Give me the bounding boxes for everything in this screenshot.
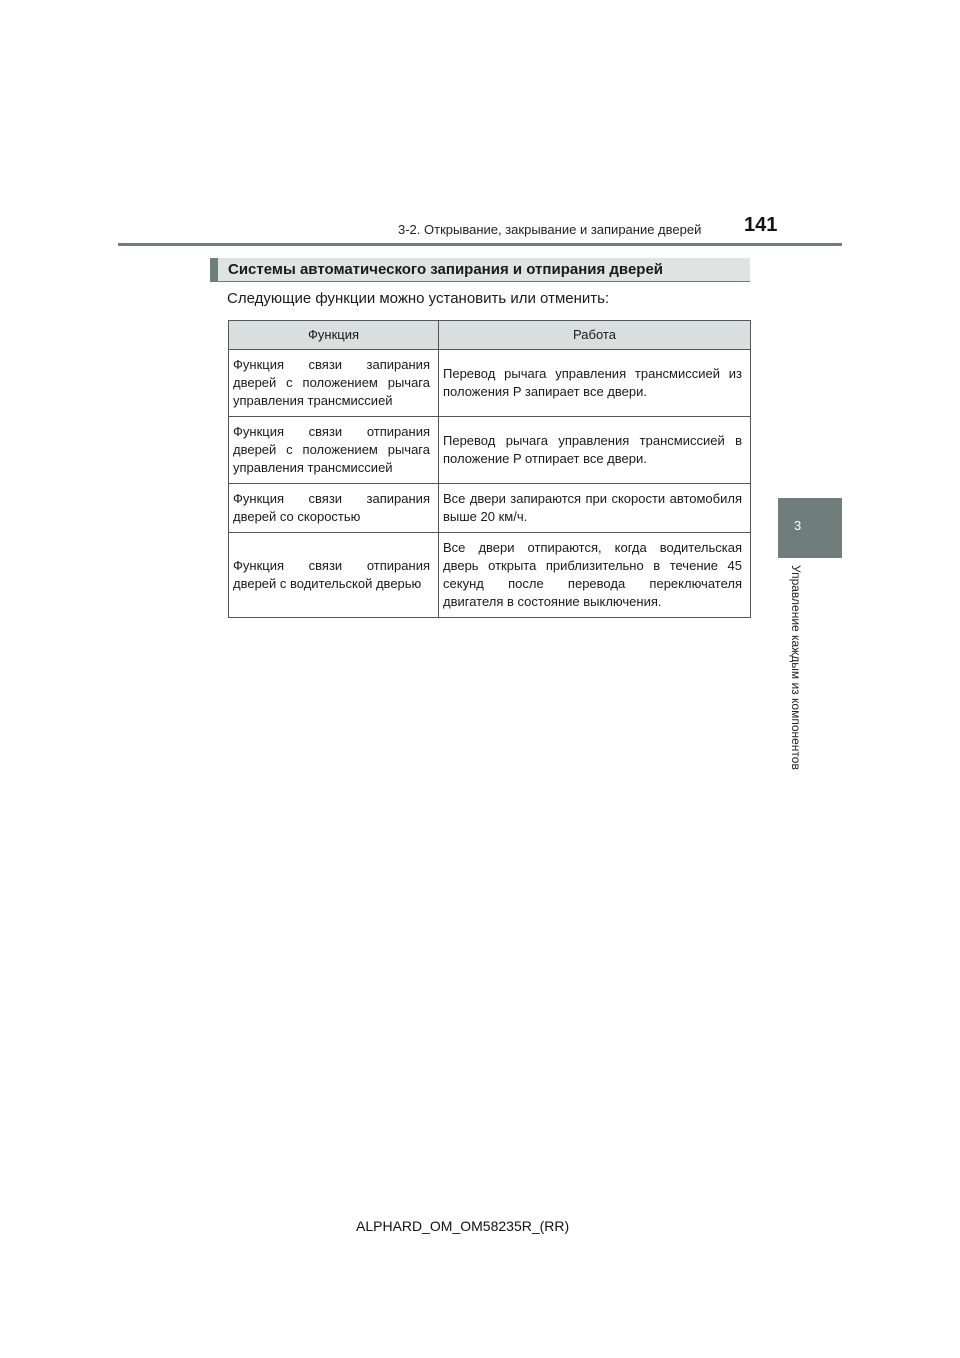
- operation-cell: Перевод рычага управления трансмиссией в положение P отпирает все двери.: [439, 417, 751, 484]
- function-cell: Функция связи отпирания дверей с положением рычага управления трансмиссией: [229, 417, 439, 484]
- operation-cell: Перевод рычага управления трансмиссией из положения P запирает все двери.: [439, 350, 751, 417]
- operation-cell: Все двери отпираются, когда водительская дверь открыта приблизительно в течение 45 секунд после перевода переключателя двигателя в состояние выключения.: [439, 533, 751, 618]
- table-header-row: [229, 321, 751, 350]
- table-row: [229, 484, 751, 533]
- function-cell: Функция связи запирания дверей с положением рычага управления трансмиссией: [229, 350, 439, 417]
- function-cell: Функция связи отпирания дверей с водительской дверью: [229, 533, 439, 618]
- table-row: [229, 533, 751, 618]
- column-header-function: Функция: [229, 321, 439, 350]
- chapter-tab: [778, 498, 842, 558]
- chapter-number: 3: [794, 518, 802, 533]
- running-header: 3-2. Открывание, закрывание и запирание дверей: [398, 222, 702, 237]
- header-divider: [118, 243, 842, 246]
- operation-cell: Все двери запираются при скорости автомобиля выше 20 км/ч.: [439, 484, 751, 533]
- intro-text: Следующие функции можно установить или отменить:: [227, 290, 610, 307]
- table-row: [229, 417, 751, 484]
- section-heading: Системы автоматического запирания и отпирания дверей: [210, 258, 750, 282]
- functions-table: [228, 320, 751, 618]
- table-row: [229, 350, 751, 417]
- function-cell: Функция связи запирания дверей со скоростью: [229, 484, 439, 533]
- page-number: 141: [744, 214, 778, 236]
- column-header-operation: Работа: [439, 321, 751, 350]
- document-code: ALPHARD_OM_OM58235R_(RR): [356, 1218, 570, 1234]
- chapter-caption: Управление каждым из компонентов: [789, 565, 803, 770]
